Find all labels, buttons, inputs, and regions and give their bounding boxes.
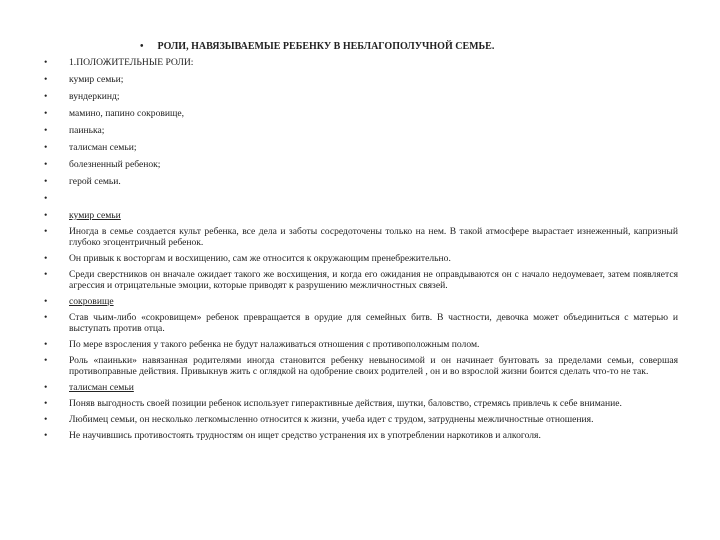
list-item: • Не научившись противостоять трудностям он ищет средство устранения их в употреблении наркотиков и алкоголя. [44,430,541,441]
list-item: • кумир семьи; [44,74,124,85]
list-item-heading: • сокровище [44,296,114,307]
list-item: • болезненный ребенок; [44,159,161,170]
list-item: • Роль «паиньки» навязанная родителями иногда становится ребенку невыносимой и он начинает бунтовать за пределами семьи, совершая противоправные действия. Привыкнув жить с оглядкой на одобрение своих родителей , он и во взрослой жизни боится сделать что-то не так. [44,355,678,377]
list-item: • Став чьим-либо «сокровищем» ребенок превращается в орудие для семейных битв. В частности, девочка может объединиться с матерью и выступать против отца. [44,312,678,334]
list-item-heading: • талисман семьи [44,382,134,393]
list-item: • паинька; [44,125,105,136]
list-item: • По мере взросления у такого ребенка не будут налаживаться отношения с противоположным полом. [44,339,480,350]
title-bullet: • [140,41,144,52]
content-list [44,57,678,446]
list-item: • Иногда в семье создается культ ребенка, все дела и заботы сосредоточены только на нем. В такой атмосфере вырастает изнеженный, капризный глубоко эгоцентричный ребенок. [44,226,678,248]
list-item-empty: • [44,193,48,204]
list-item: • 1.ПОЛОЖИТЕЛЬНЫЕ РОЛИ: [44,57,194,68]
list-item: • герой семьи. [44,176,121,187]
list-item: • мамино, папино сокровище, [44,108,185,119]
title-text: РОЛИ, НАВЯЗЫВАЕМЫЕ РЕБЕНКУ В НЕБЛАГОПОЛУЧНОЙ СЕМЬЕ. [157,41,495,52]
list-item: • Поняв выгодность своей позиции ребенок использует гиперактивные действия, шутки, баловство, стремясь привлечь к себе внимание. [44,398,622,409]
slide-title [140,41,494,53]
list-item: • вундеркинд; [44,91,120,102]
list-item: • Среди сверстников он вначале ожидает такого же восхищения, и когда его ожидания не оправдываются он с начало недоумевает, затем появляется агрессия и отрицательные эмоции, которые приводят к разрушению межличностных связей. [44,269,678,291]
list-item: • Любимец семьи, он несколько легкомысленно относится к жизни, учеба идет с трудом, затруднены межличностные отношения. [44,414,594,425]
list-item: • Он привык к восторгам и восхищению, сам же относится к окружающим пренебрежительно. [44,253,451,264]
list-item-heading: • кумир семьи [44,210,121,221]
list-item: • талисман семьи; [44,142,137,153]
